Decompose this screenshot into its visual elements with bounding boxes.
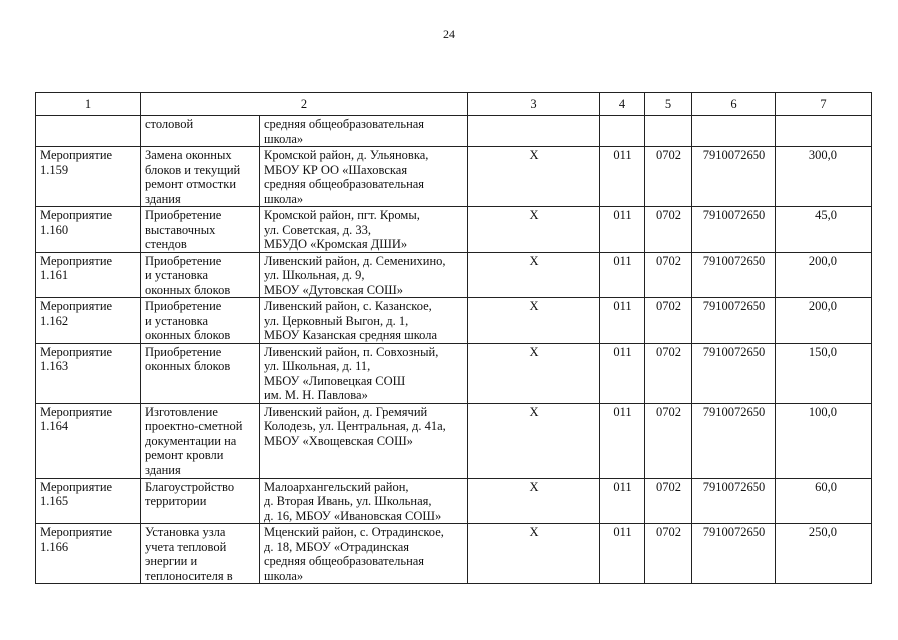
location-cell: Ливенский район, с. Казанское, ул. Церковный Выгон, д. 1, МБОУ Казанская средняя школа: [260, 298, 468, 344]
amount-cell: 45,0: [776, 207, 872, 253]
header-col-1: 1: [36, 93, 141, 116]
code1-cell: [600, 116, 645, 147]
amount-cell: 200,0: [776, 298, 872, 344]
code2-cell: 0702: [645, 524, 692, 584]
code3-cell: 7910072650: [692, 524, 776, 584]
location-cell: Ливенский район, п. Совхозный, ул. Школьная, д. 11, МБОУ «Липовецкая СОШ им. М. Н. Павлова»: [260, 343, 468, 403]
mark-cell: Х: [468, 252, 600, 298]
name-cell: Приобретение выставочных стендов: [141, 207, 260, 253]
location-cell: Кромской район, пгт. Кромы, ул. Советская, д. 33, МБУДО «Кромская ДШИ»: [260, 207, 468, 253]
location-cell: средняя общеобразовательная школа»: [260, 116, 468, 147]
amount-cell: [776, 116, 872, 147]
location-cell: Ливенский район, д. Семенихино, ул. Школьная, д. 9, МБОУ «Дутовская СОШ»: [260, 252, 468, 298]
event-cell: [36, 116, 141, 147]
amount-cell: 250,0: [776, 524, 872, 584]
mark-cell: Х: [468, 343, 600, 403]
mark-cell: Х: [468, 298, 600, 344]
page-number: 24: [443, 27, 455, 41]
mark-cell: Х: [468, 207, 600, 253]
header-col-5: 5: [645, 93, 692, 116]
header-col-3: 3: [468, 93, 600, 116]
name-cell: Приобретение и установка оконных блоков: [141, 298, 260, 344]
events-table: [35, 92, 872, 584]
code3-cell: 7910072650: [692, 207, 776, 253]
code3-cell: [692, 116, 776, 147]
code2-cell: 0702: [645, 252, 692, 298]
code2-cell: 0702: [645, 147, 692, 207]
amount-cell: 60,0: [776, 478, 872, 524]
code1-cell: 011: [600, 478, 645, 524]
code2-cell: 0702: [645, 343, 692, 403]
event-cell: Мероприятие 1.165: [36, 478, 141, 524]
mark-cell: [468, 116, 600, 147]
code2-cell: 0702: [645, 403, 692, 478]
header-col-7: 7: [776, 93, 872, 116]
code2-cell: 0702: [645, 207, 692, 253]
name-cell: Замена оконных блоков и текущий ремонт отмостки здания: [141, 147, 260, 207]
amount-cell: 300,0: [776, 147, 872, 207]
code1-cell: 011: [600, 403, 645, 478]
amount-cell: 200,0: [776, 252, 872, 298]
header-col-6: 6: [692, 93, 776, 116]
event-cell: Мероприятие 1.163: [36, 343, 141, 403]
code3-cell: 7910072650: [692, 478, 776, 524]
code2-cell: [645, 116, 692, 147]
table-row: [36, 298, 872, 344]
code2-cell: 0702: [645, 298, 692, 344]
header-col-2: 2: [141, 93, 468, 116]
amount-cell: 100,0: [776, 403, 872, 478]
code3-cell: 7910072650: [692, 343, 776, 403]
code3-cell: 7910072650: [692, 298, 776, 344]
header-row: [36, 93, 872, 116]
name-cell: Изготовление проектно-сметной документации на ремонт кровли здания: [141, 403, 260, 478]
location-cell: Ливенский район, д. Гремячий Колодезь, ул. Центральная, д. 41а, МБОУ «Хвощевская СОШ»: [260, 403, 468, 478]
name-cell: Благоустройство территории: [141, 478, 260, 524]
event-cell: Мероприятие 1.161: [36, 252, 141, 298]
mark-cell: Х: [468, 524, 600, 584]
mark-cell: Х: [468, 403, 600, 478]
code1-cell: 011: [600, 298, 645, 344]
code3-cell: 7910072650: [692, 252, 776, 298]
event-cell: Мероприятие 1.159: [36, 147, 141, 207]
table-row: [36, 478, 872, 524]
code1-cell: 011: [600, 343, 645, 403]
code1-cell: 011: [600, 207, 645, 253]
event-cell: Мероприятие 1.166: [36, 524, 141, 584]
table-row: [36, 403, 872, 478]
code2-cell: 0702: [645, 478, 692, 524]
table-row: [36, 524, 872, 584]
event-cell: Мероприятие 1.160: [36, 207, 141, 253]
header-col-4: 4: [600, 93, 645, 116]
code1-cell: 011: [600, 524, 645, 584]
location-cell: Малоархангельский район, д. Вторая Ивань, ул. Школьная, д. 16, МБОУ «Ивановская СОШ»: [260, 478, 468, 524]
name-cell: столовой: [141, 116, 260, 147]
table-row: [36, 147, 872, 207]
event-cell: Мероприятие 1.162: [36, 298, 141, 344]
table-row: [36, 207, 872, 253]
location-cell: Мценский район, с. Отрадинское, д. 18, МБОУ «Отрадинская средняя общеобразовательная школа»: [260, 524, 468, 584]
table-row: [36, 116, 872, 147]
table-row: [36, 252, 872, 298]
mark-cell: Х: [468, 478, 600, 524]
table-row: [36, 343, 872, 403]
mark-cell: Х: [468, 147, 600, 207]
name-cell: Приобретение оконных блоков: [141, 343, 260, 403]
code1-cell: 011: [600, 147, 645, 207]
name-cell: Установка узла учета тепловой энергии и теплоносителя в: [141, 524, 260, 584]
code3-cell: 7910072650: [692, 403, 776, 478]
event-cell: Мероприятие 1.164: [36, 403, 141, 478]
code1-cell: 011: [600, 252, 645, 298]
name-cell: Приобретение и установка оконных блоков: [141, 252, 260, 298]
amount-cell: 150,0: [776, 343, 872, 403]
location-cell: Кромской район, д. Ульяновка, МБОУ КР ОО «Шаховская средняя общеобразовательная школа»: [260, 147, 468, 207]
code3-cell: 7910072650: [692, 147, 776, 207]
